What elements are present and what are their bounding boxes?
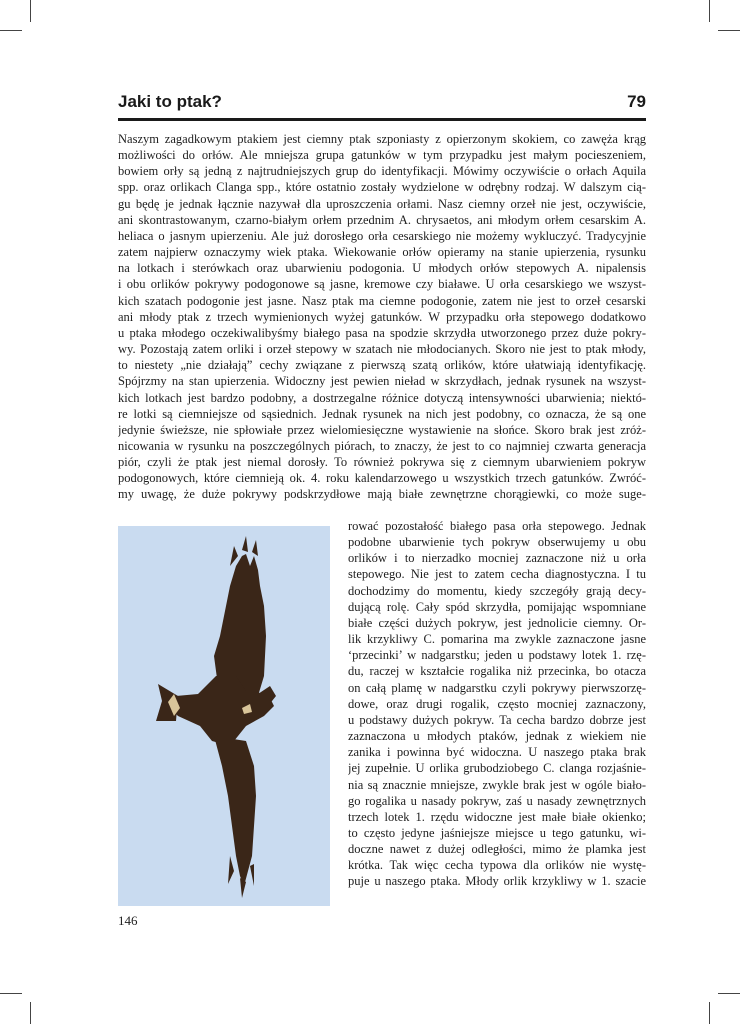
crop-mark bbox=[0, 30, 22, 31]
crop-mark bbox=[709, 1002, 710, 1024]
crop-mark bbox=[718, 30, 740, 31]
text-line: du, raczej w kształcie rogalika niż przecinka, bo otacza bbox=[348, 664, 646, 679]
text-line: zaznaczona u młodych ptaków, jednak z wiekiem nie bbox=[348, 729, 646, 744]
text-line: możliwości do orłów. Ale mniejsza grupa gatunków w tym przypadku jest małym pocieszeniem, bbox=[118, 148, 646, 163]
text-line: Naszym zagadkowym ptakiem jest ciemny ptak szponiasty z opierzonym skokiem, co zawęża krąg bbox=[118, 132, 646, 146]
text-line: i obu orlików pokrywy podogonowe są jasne, kremowe czy białawe. U orła cesarskiego we wszyst- bbox=[118, 277, 646, 292]
text-line: kich szatach podogonie jest jasne. Nasz ptak ma ciemne podogonie, zatem nie jest to orzeł cesarski bbox=[118, 293, 646, 308]
text-line: lik krzykliwy C. pomarina ma zwykle zaznaczone jasne bbox=[348, 632, 646, 647]
text-line: on całą plamę w nadgarstku czyli pokrywy pierwszorzę- bbox=[348, 680, 646, 695]
text-line: nia są znacznie mniejsze, zwykle brak jest w ogóle biało- bbox=[348, 777, 646, 792]
running-header bbox=[118, 88, 646, 121]
text-line: piór, czyli że ptak jest niemal dorosły. To również pokrywa się z ciemnym ubarwieniem pokryw bbox=[118, 455, 646, 470]
text-line: podogonowych, które ciemnieją ok. 4. roku kalendarzowego u wszystkich trzech gatunków. Zwróć- bbox=[118, 471, 646, 486]
text-line: na lotkach i sterówkach oraz ubarwieniu podogonia. U młodych orłów stepowych A. nipalensis bbox=[118, 261, 646, 276]
text-line: doczne nawet z dużej odległości, mimo że plamka jest bbox=[348, 842, 646, 857]
text-line: to często jedyne jaśniejsze miejsce u tego gatunku, wi- bbox=[348, 825, 646, 840]
crop-mark bbox=[0, 993, 22, 994]
text-line: zanika i powinna być widoczna. U naszego ptaka brak bbox=[348, 745, 646, 760]
text-line: u ptaka młodego oczekiwalibyśmy białego pasa na spodzie skrzydła utworzonego przez duże pokry- bbox=[118, 325, 646, 340]
text-line: krótka. Tak więc cecha typowa dla orlików nie wystę- bbox=[348, 858, 646, 873]
text-line: dowe, oraz drugi rogalik, często mocniej zaznaczony, bbox=[348, 696, 646, 711]
eagle-photo bbox=[118, 526, 330, 906]
text-line: bowiem orły są jedną z najtrudniejszych grup do identyfikacji. Mówimy oczywiście o orłach Aquila bbox=[118, 164, 646, 179]
text-line: ‘przecinki’ w nadgarstku; jeden u podstawy lotek 1. rzę- bbox=[348, 648, 646, 663]
text-line: heliaca o jasnym upierzeniu. Ale już dorosłego orła cesarskiego nie możemy wykluczyć. Tradycyjnie bbox=[118, 228, 646, 243]
text-line: Spójrzmy na stan upierzenia. Widoczny jest pewien nieład w skrzydłach, jednak rysunek na wszyst- bbox=[118, 374, 646, 389]
crop-mark bbox=[718, 993, 740, 994]
text-line: ani młody ptak z trzech wymienionych wyżej gatunków. W przypadku orła stepowego dodatkowo bbox=[118, 309, 646, 324]
text-line: to niestety „nie działają” cechy związane z pierwszą szatą orlików, które ułatwiają identyfikację. bbox=[118, 358, 646, 373]
text-line: my uwagę, że duże pokrywy podskrzydłowe mają białe zewnętrzne chorągiewki, co może suge- bbox=[118, 487, 646, 502]
header-page-number: 79 bbox=[627, 92, 646, 111]
text-line: go rogalika u nasady pokryw, zaś u nasady zewnętrznych bbox=[348, 793, 646, 808]
text-line: jedynie świeższe, nie spłowiałe przez wielomiesięczne wystawienie na słońce. Skoro brak jest zróż- bbox=[118, 422, 646, 437]
text-line: jej zupełnie. U orlika grubodziobego C. clanga rozjaśnie- bbox=[348, 761, 646, 776]
text-line: podobne ubarwienie tych pokryw obserwujemy u obu bbox=[348, 535, 646, 550]
crop-mark bbox=[30, 0, 31, 22]
text-line: orlików i to nierzadko mocniej zaznaczone niż u orła bbox=[348, 551, 646, 566]
text-line: wy. Pozostają zatem orliki i orzeł stepowy w szatach nie młodocianych. Skoro nie jest to ptak młody, bbox=[118, 342, 646, 357]
text-line: re lotki są ciemniejsze od sąsiednich. Jednak rysunek na nich jest podobny, co oznacza, że są one bbox=[118, 406, 646, 421]
text-line: rować pozostałość białego pasa orła stepowego. Jednak bbox=[348, 519, 646, 533]
body-text bbox=[118, 131, 646, 503]
wrapped-paragraph bbox=[118, 518, 646, 906]
text-line: kich lotkach jest bardzo podobny, a dostrzegalne różnice dotyczą intensywności ubarwienia; niektó- bbox=[118, 390, 646, 405]
text-line: u podstawy dużych pokryw. Ta cecha bardzo dobrze jest bbox=[348, 712, 646, 727]
text-line: białe części dużych pokryw, jest jednolicie ciemny. Or- bbox=[348, 615, 646, 630]
eagle-silhouette-icon bbox=[118, 526, 330, 906]
text-line: dochodzimy do momentu, kiedy szczegóły grają decy- bbox=[348, 583, 646, 598]
chapter-title: Jaki to ptak? bbox=[118, 92, 222, 111]
crop-mark bbox=[709, 0, 710, 22]
text-line: dującą rolę. Cały spód skrzydła, pomijając wspomniane bbox=[348, 599, 646, 614]
text-line: spp. oraz orlikach Clanga spp., które ostatnio zostały wydzielone w odrębny rodzaj. W dalszym cią- bbox=[118, 180, 646, 195]
text-line: nicowania w rysunku na poszczególnych piórach, to znaczy, że jest to co najmniej czwarta generacja bbox=[118, 438, 646, 453]
footer-page-number: 146 bbox=[118, 913, 138, 928]
text-line: trzech lotek 1. rzędu widoczne jest małe białe okienko; bbox=[348, 809, 646, 824]
text-line: zatem najpierw oznaczymy wiek ptaka. Wiekowanie orłów opieramy na stanie upierzenia, rysunku bbox=[118, 245, 646, 260]
text-line: puje u naszego ptaka. Młody orlik krzykliwy w 1. szacie bbox=[348, 874, 646, 889]
crop-mark bbox=[30, 1002, 31, 1024]
text-line: stepowego. Nie jest to zatem cecha diagnostyczna. I tu bbox=[348, 567, 646, 582]
text-line: ani skontrastowanym, czarno-białym orłem przednim A. chrysaetos, ani młodym orłem cesarskim A. bbox=[118, 212, 646, 227]
text-line: gu będę je jednak łącznie nazywał dla uproszczenia orłami. Nasz ciemny orzeł nie jest, oczywiście, bbox=[118, 196, 646, 211]
